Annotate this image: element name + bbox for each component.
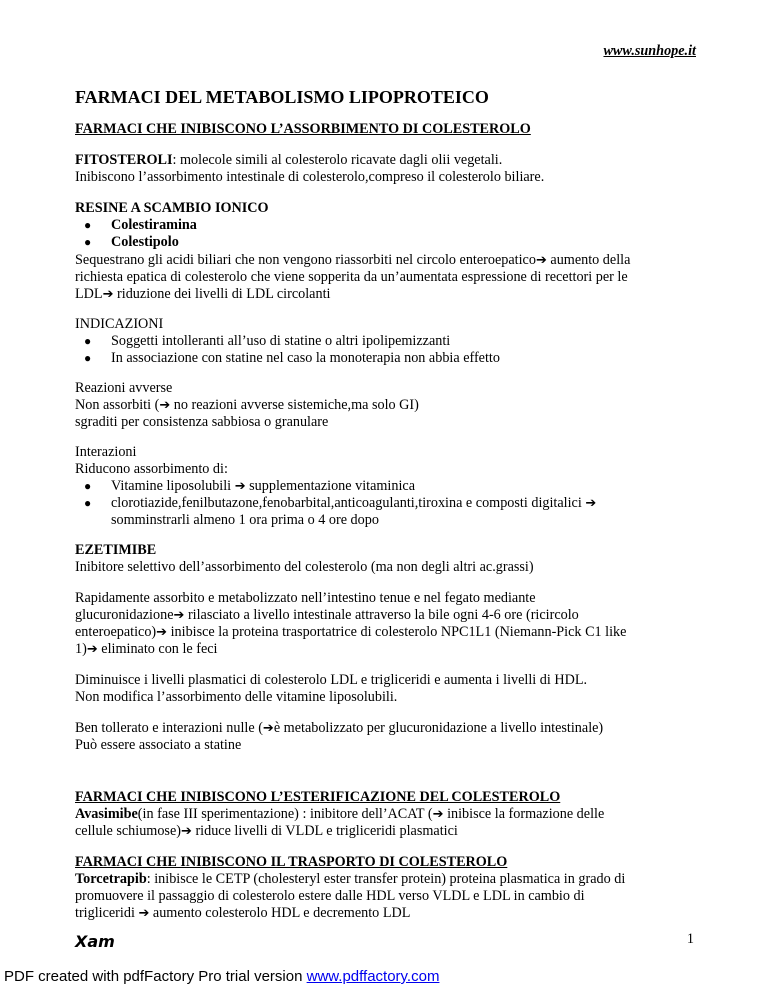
ezetimibe-effect-1: Diminuisce i livelli plasmatici di colesterolo LDL e trigliceridi e aumenta i livelli di HDL. <box>75 672 588 688</box>
right-arrow-icon: ➔ <box>86 642 98 657</box>
interazioni-item-1: Vitamine liposolubili ➔ supplementazione vitaminica <box>111 478 415 494</box>
section-heading-esterificazione: FARMACI CHE INIBISCONO L’ESTERIFICAZIONE DEL COLESTEROLO <box>75 789 561 805</box>
interazioni-item-2-cont: somminstrarli almeno 1 ora prima o 4 ore dopo <box>111 512 379 528</box>
ezetimibe-heading: EZETIMIBE <box>75 542 157 558</box>
reazioni-line-1: Non assorbiti (➔ no reazioni avverse sistemiche,ma solo GI) <box>75 397 419 413</box>
ezetimibe-tolerance-2: Può essere associato a statine <box>75 737 242 753</box>
right-arrow-icon: ➔ <box>535 253 547 268</box>
resine-item-1: Colestiramina <box>111 217 197 233</box>
right-arrow-icon: ➔ <box>138 906 150 921</box>
section-heading-trasporto: FARMACI CHE INIBISCONO IL TRASPORTO DI COLESTEROLO <box>75 854 508 870</box>
ezetimibe-para-1: Rapidamente assorbito e metabolizzato nell’intestino tenue e nel fegato mediante <box>75 590 536 606</box>
avasimibe-line-2: cellule schiumose)➔ riduce livelli di VLDL e trigliceridi plasmatici <box>75 823 458 839</box>
torcetrapib-line-3: trigliceridi ➔ aumento colesterolo HDL e decremento LDL <box>75 905 411 921</box>
document-title: FARMACI DEL METABOLISMO LIPOPROTEICO <box>75 87 489 107</box>
right-arrow-icon: ➔ <box>234 479 246 494</box>
interazioni-line-1: Riducono assorbimento di: <box>75 461 228 477</box>
right-arrow-icon: ➔ <box>173 608 185 623</box>
fitosteroli-line-1 <box>75 151 502 169</box>
indicazioni-item-2: In associazione con statine nel caso la monoterapia non abbia effetto <box>111 350 500 366</box>
right-arrow-icon: ➔ <box>180 824 192 839</box>
pdf-footer <box>4 968 439 985</box>
torcetrapib-term: Torcetrapib <box>75 871 147 887</box>
bullet-icon: ● <box>84 351 92 365</box>
right-arrow-icon: ➔ <box>432 807 444 822</box>
avasimibe-line-1: Avasimibe(in fase III sperimentazione) : inibitore dell’ACAT (➔ inibisce la formazione delle <box>75 806 605 822</box>
indicazioni-item-1: Soggetti intolleranti all’uso di statine o altri ipolipemizzanti <box>111 333 451 349</box>
resine-para-line-2: richiesta epatica di colesterolo che viene sopperita da un’aumentata espressione di recettori per le <box>75 269 628 285</box>
ezetimibe-para-4: 1)➔ eliminato con le feci <box>75 641 218 657</box>
resine-para-line-3: LDL➔ riduzione dei livelli di LDL circolanti <box>75 286 331 302</box>
fitosteroli-term: FITOSTEROLI <box>75 152 173 168</box>
bullet-icon: ● <box>84 235 92 249</box>
pdf-footer-text: PDF created with pdfFactory Pro trial version <box>4 968 307 985</box>
bullet-icon: ● <box>84 496 92 510</box>
ezetimibe-tolerance-1: Ben tollerato e interazioni nulle (➔è metabolizzato per glucuronidazione a livello intestinale) <box>75 720 604 736</box>
right-arrow-icon: ➔ <box>262 721 274 736</box>
torcetrapib-line-2: promuovere il passaggio di colesterolo estere dalle HDL verso VLDL e LDL in cambio di <box>75 888 585 904</box>
resine-heading: RESINE A SCAMBIO IONICO <box>75 200 269 216</box>
interazioni-heading: Interazioni <box>75 444 137 460</box>
ezetimibe-para-3: enteroepatico)➔ inibisce la proteina trasportatrice di colesterolo NPC1L1 (Niemann-Pick C1 like <box>75 624 627 640</box>
fitosteroli-line-2: Inibiscono l’assorbimento intestinale di colesterolo,compreso il colesterolo biliare. <box>75 169 545 185</box>
resine-para-line-1: Sequestrano gli acidi biliari che non vengono riassorbiti nel circolo enteroepatico➔ aumento della <box>75 252 631 268</box>
ezetimibe-effect-2: Non modifica l’assorbimento delle vitamine liposolubili. <box>75 689 398 705</box>
avasimibe-term: Avasimibe <box>75 806 138 822</box>
fitosteroli-text: : molecole simili al colesterolo ricavate dagli olii vegetali. <box>172 152 503 168</box>
right-arrow-icon: ➔ <box>102 287 114 302</box>
right-arrow-icon: ➔ <box>585 496 597 511</box>
resine-item-2: Colestipolo <box>111 234 179 250</box>
reazioni-heading: Reazioni avverse <box>75 380 173 396</box>
interazioni-item-2: clorotiazide,fenilbutazone,fenobarbital,anticoagulanti,tiroxina e composti digitalici ➔ <box>111 495 597 511</box>
torcetrapib-line-1: Torcetrapib: inibisce le CETP (cholesteryl ester transfer protein) proteina plasmatica in grado di <box>75 871 626 887</box>
ezetimibe-line-1: Inibitore selettivo dell’assorbimento del colesterolo (ma non degli altri ac.grassi) <box>75 559 534 575</box>
section-heading-assorbimento: FARMACI CHE INIBISCONO L’ASSORBIMENTO DI COLESTEROLO <box>75 121 531 137</box>
reazioni-line-2: sgraditi per consistenza sabbiosa o granulare <box>75 414 329 430</box>
bullet-icon: ● <box>84 218 92 232</box>
bullet-icon: ● <box>84 479 92 493</box>
ezetimibe-para-2: glucuronidazione➔ rilasciato a livello intestinale attraverso la bile ogni 4-6 ore (ricircolo <box>75 607 579 623</box>
right-arrow-icon: ➔ <box>156 625 168 640</box>
page-number: 1 <box>686 931 694 947</box>
footer-author: Xam <box>75 932 115 951</box>
header-site-link[interactable]: www.sunhope.it <box>603 43 696 59</box>
indicazioni-heading: INDICAZIONI <box>75 316 164 332</box>
right-arrow-icon: ➔ <box>159 398 171 413</box>
pdffactory-link[interactable]: www.pdffactory.com <box>306 968 440 985</box>
bullet-icon: ● <box>84 334 92 348</box>
